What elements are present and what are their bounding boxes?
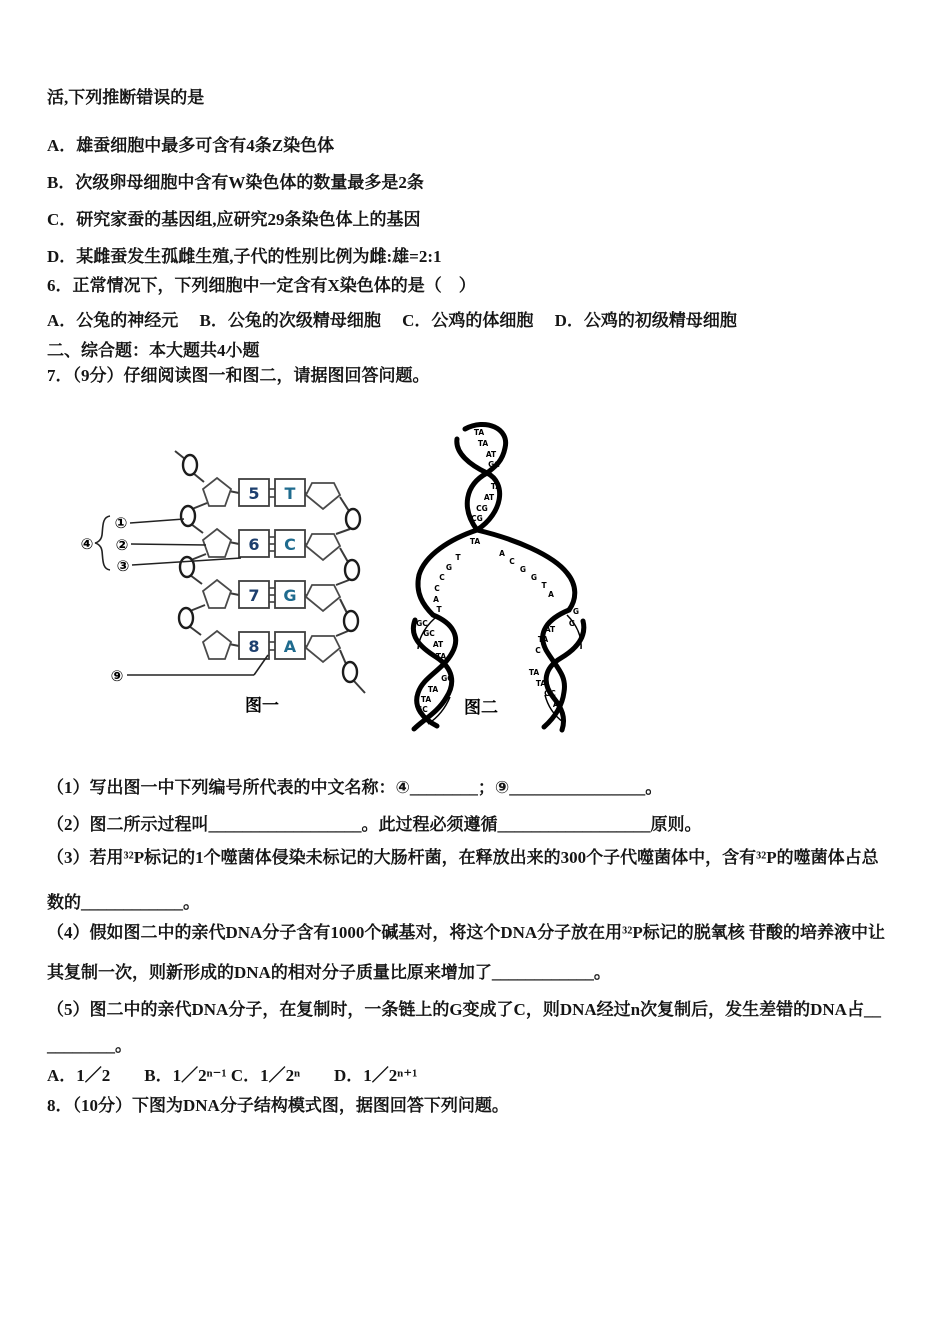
fig2-label: G	[572, 607, 580, 616]
fig2-label: T	[541, 581, 547, 590]
fig2-label: TA	[473, 428, 485, 437]
fig2-label: TA	[420, 695, 432, 704]
fig2-caption: 图二	[464, 698, 498, 718]
fig2-label: GC	[416, 705, 428, 714]
q7-stem: 7．（9分）仔细阅读图一和图二，请据图回答问题。	[47, 366, 430, 385]
fig1-rung2-base: C	[284, 535, 296, 554]
q7-part-4-line1: （4）假如图二中的亲代DNA分子含有1000个碱基对，将这个DNA分子放在用³²P标记的脱氧核 苷酸的培养液中让	[47, 923, 885, 942]
fig2-label: T	[455, 553, 461, 562]
q5-stem: 活,下列推断错误的是	[47, 88, 205, 107]
q7-part-3-line1: （3）若用³²P标记的1个噬菌体侵染未标记的大肠杆菌，在释放出来的300个子代噬菌体中，含有³²P的噬菌体占总	[47, 848, 879, 867]
fig1-rung1-base: T	[284, 484, 296, 503]
fig1-rung4-base: A	[283, 637, 297, 656]
fig2-label: C	[535, 646, 541, 655]
fig1-sugar-pentagons	[203, 478, 340, 662]
fig2-label: C	[434, 584, 440, 593]
fig1-rung3-num: 7	[248, 586, 260, 605]
figure-1-dna-ladder	[57, 423, 387, 723]
q8-stem: 8．（10分）下图为DNA分子结构模式图，据图回答下列问题。	[47, 1096, 509, 1115]
q7-part-5-line2: ________。	[47, 1036, 132, 1055]
fig2-label: G	[519, 565, 527, 574]
fig2-label: T	[436, 605, 442, 614]
section-heading: 二、综合题：本大题共4小题	[47, 341, 260, 360]
fig1-hydrogen-bonds	[269, 489, 275, 650]
fig2-label: GC	[544, 689, 556, 698]
fig1-rung4-num: 8	[248, 637, 260, 656]
fig1-callout-2: ②	[115, 536, 129, 554]
q7-part-3-line2: 数的____________。	[47, 893, 200, 912]
fig2-label: G	[445, 563, 453, 572]
fig2-label: TA	[537, 635, 549, 644]
fig1-callout-1: ①	[114, 514, 128, 532]
q5-option-b: B．次级卵母细胞中含有W染色体的数量最多是2条	[47, 173, 424, 192]
fig1-rung1-num: 5	[248, 484, 260, 503]
fig2-label: A	[499, 549, 505, 558]
fig2-label: TA	[435, 652, 447, 661]
fig2-label: G	[568, 619, 576, 628]
fig1-caption: 图一	[245, 696, 279, 716]
fig2-label: C	[509, 557, 515, 566]
q6-options: A．公兔的神经元 B．公兔的次级精母细胞 C．公鸡的体细胞 D．公鸡的初级精母细胞	[47, 311, 737, 330]
q5-option-a: A．雄蚕细胞中最多可含有4条Z染色体	[47, 136, 335, 155]
q7-part-1: （1）写出图一中下列编号所代表的中文名称：④________；⑨________________。	[47, 778, 663, 797]
fig2-label: AT	[432, 640, 444, 649]
fig1-brace	[95, 516, 110, 570]
q6-stem: 6．正常情况下，下列细胞中一定含有X染色体的是（ ）	[47, 276, 476, 295]
fig2-label: AT	[544, 625, 556, 634]
fig1-callout-9: ⑨	[110, 667, 124, 685]
fig2-label: A	[433, 595, 439, 604]
fig2-label: GC	[488, 460, 500, 469]
fig2-label: TA	[528, 668, 540, 677]
fig2-base-labels	[416, 428, 579, 714]
fig1-rung-labels	[248, 484, 296, 656]
fig2-label: AT	[485, 450, 497, 459]
fig1-rung3-base: G	[283, 586, 297, 605]
fig2-label: GC	[416, 619, 428, 628]
q7-part-5-line1: （5）图二中的亲代DNA分子，在复制时，一条链上的G变成了C，则DNA经过n次复制后，发生差错的DNA占__	[47, 1000, 881, 1019]
fig2-label: TA	[469, 537, 481, 546]
fig2-label: G	[530, 573, 538, 582]
fig2-label: AT	[483, 493, 495, 502]
fig2-label: GC	[441, 674, 453, 683]
fig2-label: TA	[535, 679, 547, 688]
fig2-label: A	[548, 590, 554, 599]
fig2-label: TA	[427, 685, 439, 694]
fig2-label: AT	[552, 700, 564, 709]
fig2-label: TA	[477, 439, 489, 448]
fig2-label: CG	[476, 504, 488, 513]
q5-option-d: D．某雌蚕发生孤雌生殖,子代的性别比例为雌:雄=2:1	[47, 247, 442, 266]
q7-part-4-line2: 其复制一次，则新形成的DNA的相对分子质量比原来增加了____________。	[47, 963, 611, 982]
q7-part-2: （2）图二所示过程叫__________________。此过程必须遵循__________________原则。	[47, 815, 702, 834]
q5-option-c: C．研究家蚕的基因组,应研究29条染色体上的基因	[47, 210, 421, 229]
fig1-callout-3: ③	[116, 557, 130, 575]
fig2-label: CG	[471, 514, 483, 523]
fig2-label: C	[439, 573, 445, 582]
fig1-callout-4: ④	[80, 535, 94, 553]
fig1-rung2-num: 6	[248, 535, 260, 554]
figure-2-dna-helix	[395, 413, 610, 733]
q7-part-5-options: A．1／2 B．1／2ⁿ⁻¹ C．1／2ⁿ D．1／2ⁿ⁺¹	[47, 1066, 418, 1085]
fig2-label: GC	[423, 629, 435, 638]
fig2-label: TA	[490, 482, 502, 491]
fig1-base-boxes	[239, 479, 305, 659]
